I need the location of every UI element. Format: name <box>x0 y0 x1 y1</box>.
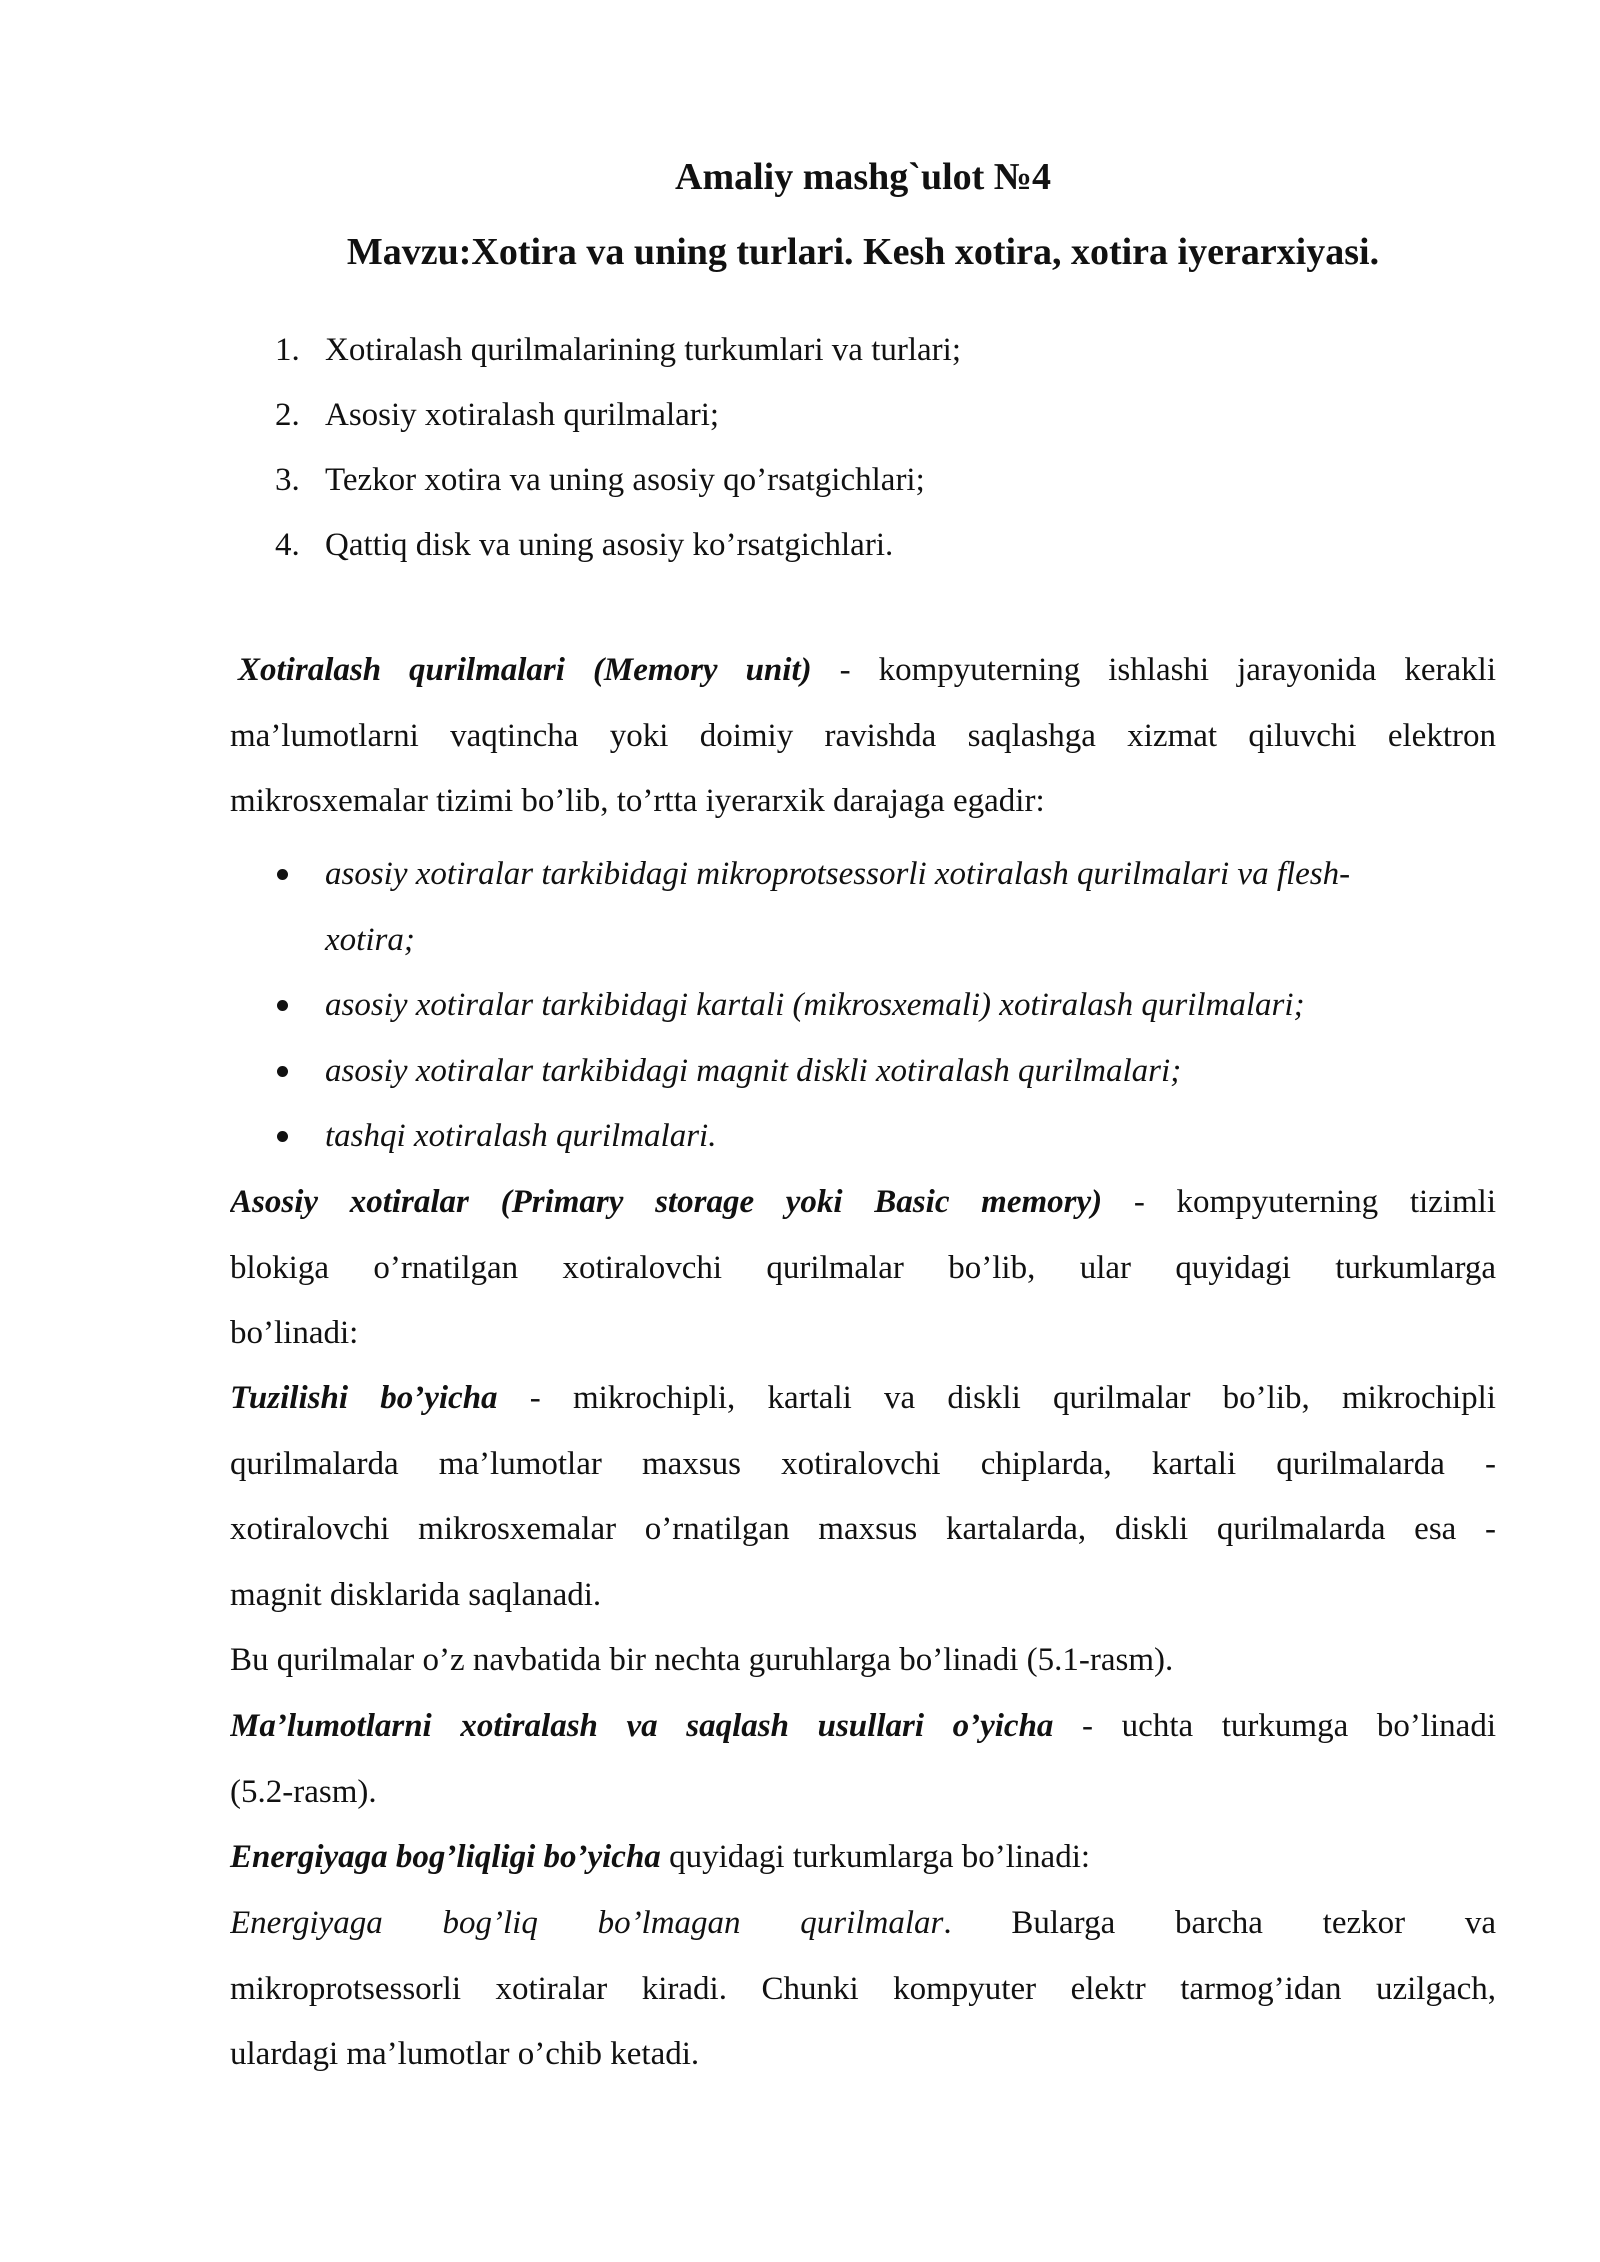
list-item <box>275 513 961 578</box>
term-primary-storage: Asosiy xotiralar (Primary storage yoki Basic memory) <box>230 1184 1103 1220</box>
paragraph-memory-unit <box>230 638 1496 835</box>
paragraph-line: bo’linadi: <box>230 1315 359 1351</box>
list-item-text: Qattiq disk va uning asosiy ko’rsatgichlari. <box>325 527 894 563</box>
topic-list <box>275 318 961 578</box>
paragraph-primary-storage <box>230 1170 1496 1367</box>
paragraph-energy-dependence <box>230 1825 1496 1891</box>
term-energy-independent: Energiyaga bog’liq bo’lmagan qurilmalar <box>230 1905 944 1941</box>
list-item <box>275 318 961 383</box>
paragraph-line: Xotiralash qurilmalari (Memory unit) - kompyuterning ishlashi jarayonida kerakli <box>238 652 1496 688</box>
list-item: tashqi xotiralash qurilmalari. <box>275 1104 1350 1170</box>
list-item-text: Asosiy xotiralash qurilmalari; <box>325 397 720 433</box>
term-storage-methods: Ma’lumotlarni xotiralash va saqlash usullari o’yicha <box>230 1708 1054 1744</box>
term-structure: Tuzilishi bo’yicha <box>230 1380 498 1416</box>
paragraph-line: xotiralovchi mikrosxemalar o’rnatilgan maxsus kartalarda, diskli qurilmalarda esa - <box>230 1511 1496 1547</box>
paragraph-line: mikroprotsessorli xotiralar kiradi. Chunki kompyuter elektr tarmog’idan uzilgach, <box>230 1970 1496 2007</box>
lesson-title: Amaliy mashg`ulot №4 <box>675 156 1051 198</box>
paragraph-line: Bu qurilmalar o’z navbatida bir nechta guruhlarga bo’linadi (5.1-rasm). <box>230 1642 1174 1678</box>
paragraph-line: blokiga o’rnatilgan xotiralovchi qurilmalar bo’lib, ular quyidagi turkumlarga <box>230 1249 1496 1286</box>
paragraph-energy-independent <box>230 1891 1496 2088</box>
paragraph-line: ma’lumotlarni vaqtincha yoki doimiy ravishda saqlashga xizmat qiluvchi elektron <box>230 717 1496 754</box>
list-item-text: Xotiralash qurilmalarining turkumlari va turlari; <box>325 332 961 368</box>
paragraph-line: Energiyaga bog’liqligi bo’yicha quyidagi turkumlarga bo’linadi: <box>230 1839 1091 1875</box>
list-item: asosiy xotiralar tarkibidagi kartali (mikrosxemali) xotiralash qurilmalari; <box>275 973 1350 1039</box>
list-item <box>275 383 961 448</box>
list-item-number: 1. <box>275 332 300 368</box>
list-item-text: Tezkor xotira va uning asosiy qo’rsatgichlari; <box>325 462 925 498</box>
hierarchy-list <box>275 842 1350 1170</box>
paragraph-groups <box>230 1628 1496 1694</box>
paragraph-line: qurilmalarda ma’lumotlar maxsus xotiralovchi chiplarda, kartali qurilmalarda - <box>230 1445 1496 1482</box>
paragraph-line: Tuzilishi bo’yicha - mikrochipli, kartali va diskli qurilmalar bo’lib, mikrochipli <box>230 1380 1496 1416</box>
list-item-number: 4. <box>275 527 300 563</box>
paragraph-line: Energiyaga bog’liq bo’lmagan qurilmalar. Bularga barcha tezkor va <box>230 1905 1496 1941</box>
paragraph-line: ulardagi ma’lumotlar o’chib ketadi. <box>230 2036 700 2072</box>
list-item: asosiy xotiralar tarkibidagi mikroprotsessorli xotiralash qurilmalari va flesh- xotira; <box>275 842 1350 973</box>
bullet-icon <box>277 1131 288 1142</box>
bullet-icon <box>277 1000 288 1011</box>
paragraph-line: Ma’lumotlarni xotiralash va saqlash usullari o’yicha - uchta turkumga bo’linadi <box>230 1708 1496 1744</box>
paragraph-line: magnit disklarida saqlanadi. <box>230 1576 602 1613</box>
lesson-topic: Mavzu:Xotira va uning turlari. Kesh xotira, xotira iyerarxiyasi. <box>346 231 1380 273</box>
paragraph-line: (5.2-rasm). <box>230 1773 377 1810</box>
paragraph-structure <box>230 1366 1496 1628</box>
list-item <box>275 448 961 513</box>
bullet-icon <box>277 869 288 880</box>
paragraph-line: Asosiy xotiralar (Primary storage yoki Basic memory) - kompyuterning tizimli <box>230 1184 1496 1220</box>
bullet-icon <box>277 1066 288 1077</box>
paragraph-line: mikrosxemalar tizimi bo’lib, to’rtta iyerarxik darajaga egadir: <box>230 783 1045 819</box>
paragraph-storage-methods <box>230 1694 1496 1825</box>
list-item: asosiy xotiralar tarkibidagi magnit diskli xotiralash qurilmalari; <box>275 1039 1350 1105</box>
list-item-number: 3. <box>275 462 300 498</box>
term-memory-unit: Xotiralash qurilmalari (Memory unit) <box>238 652 812 688</box>
list-item-number: 2. <box>275 397 300 433</box>
term-energy-dependence: Energiyaga bog’liqligi bo’yicha <box>230 1839 661 1875</box>
